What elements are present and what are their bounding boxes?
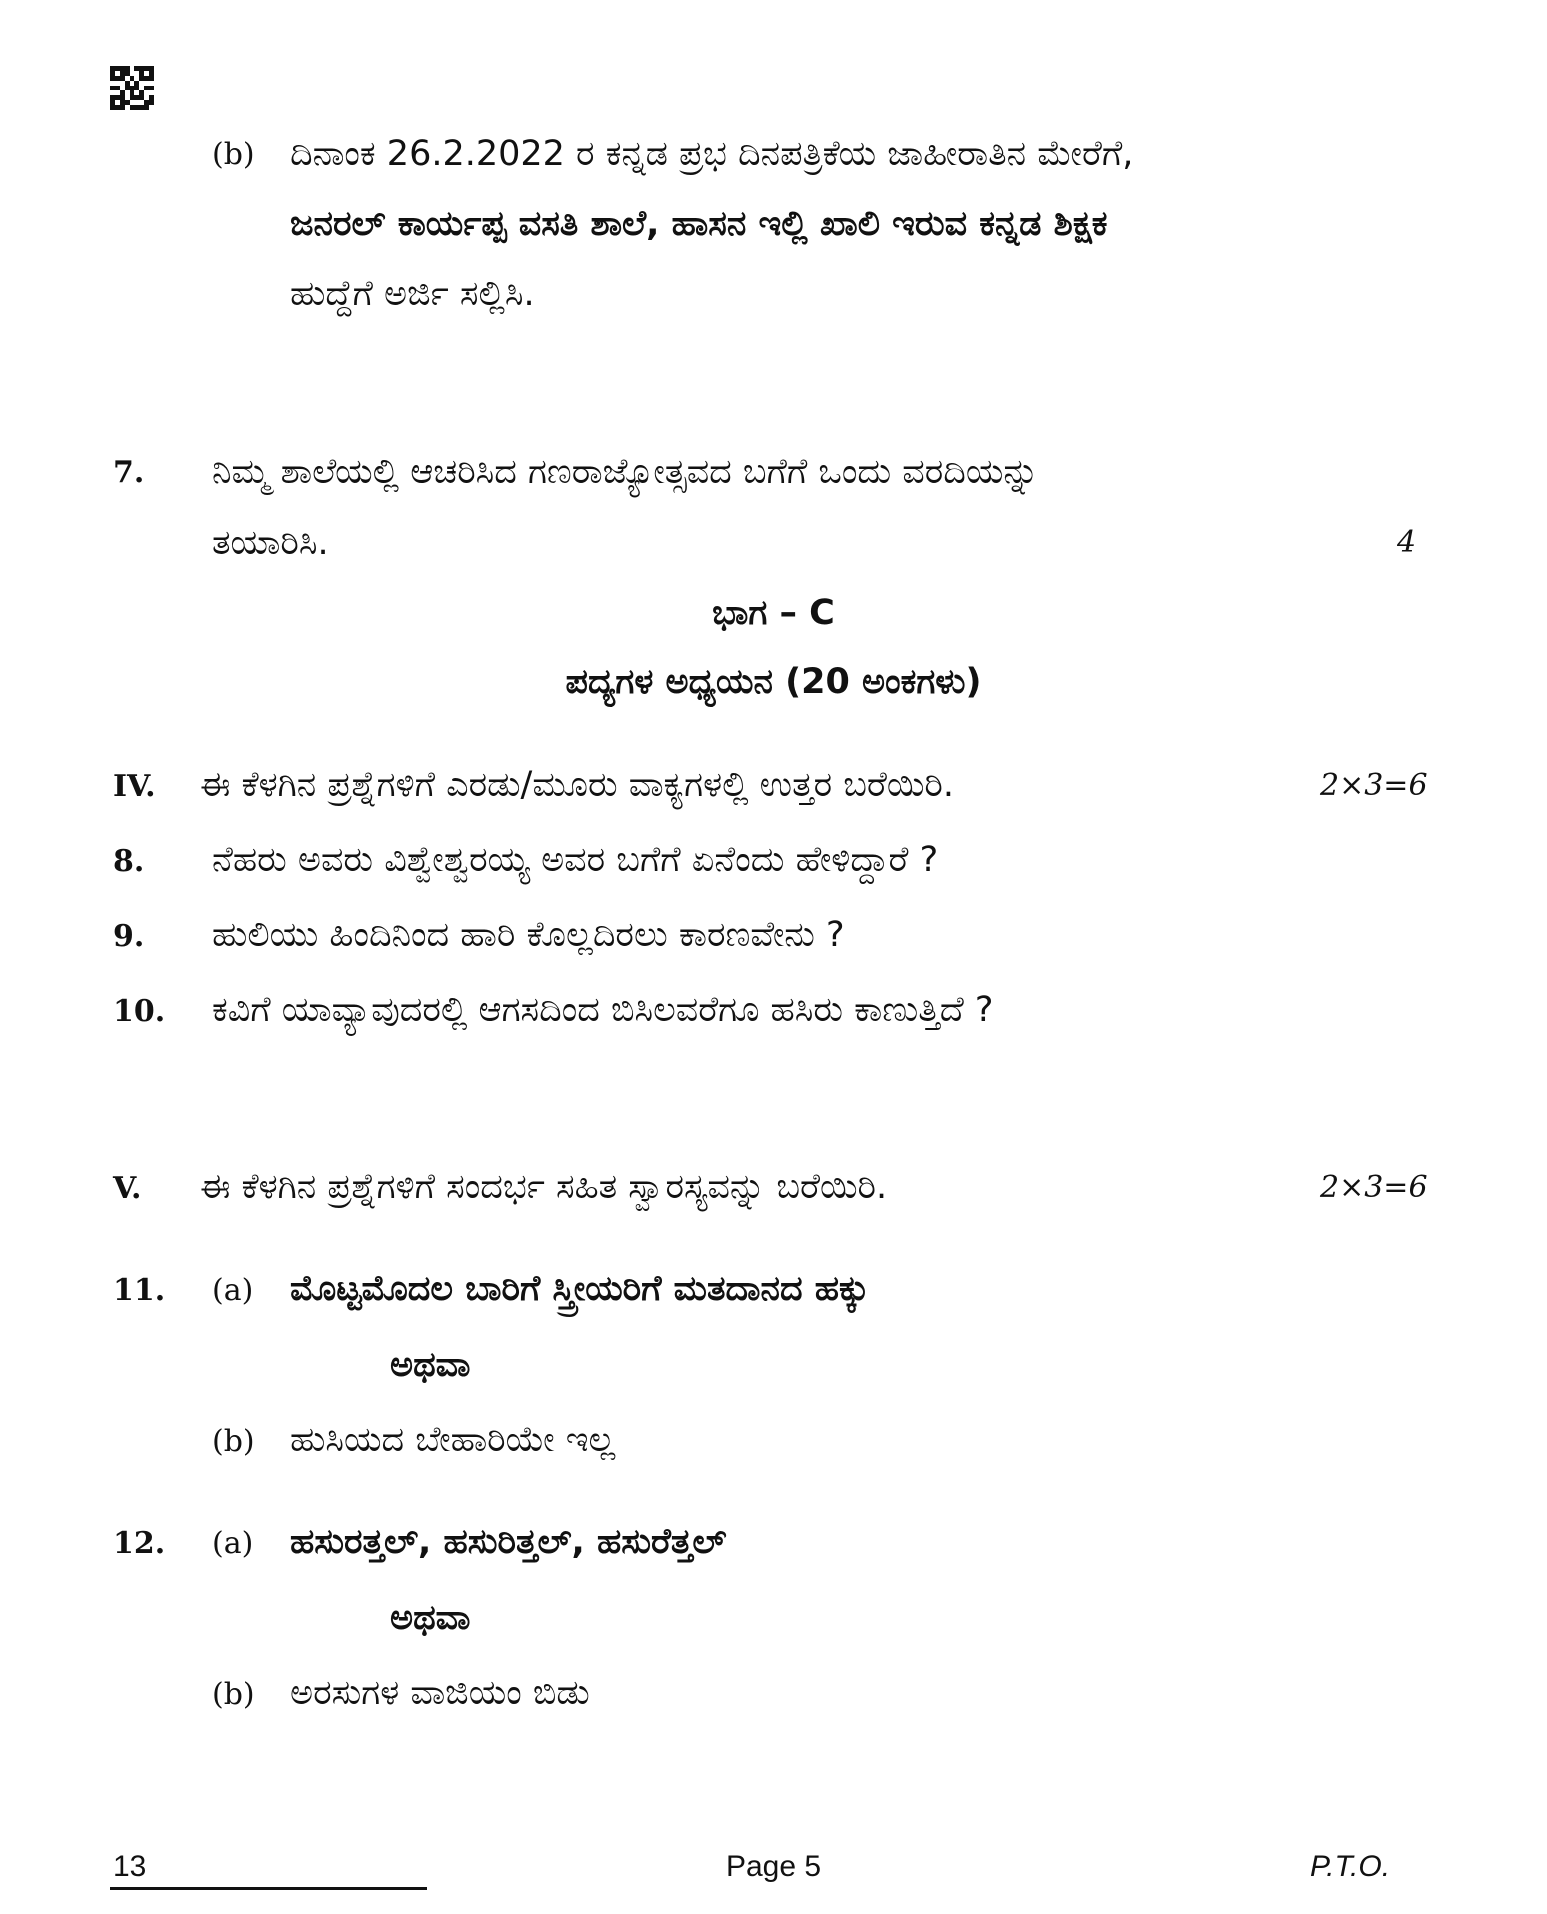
q11-a-text: ಮೊಟ್ಟಮೊದಲ ಬಾರಿಗೆ ಸ್ತ್ರೀಯರಿಗೆ ಮತದಾನದ ಹಕ್ಕು (290, 1269, 870, 1309)
q12-a-text: ಹಸುರತ್ತಲ್, ಹಸುರಿತ್ತಲ್, ಹಸುರೆತ್ತಲ್ (290, 1522, 727, 1562)
part-iv-marks: 2×3=6 (1320, 768, 1428, 803)
footer-pto: P.T.O. (1310, 1850, 1391, 1883)
part-iv-instruction: ಈ ಕೆಳಗಿನ ಪ್ರಶ್ನೆಗಳಿಗೆ ಎರಡು/ಮೂರು ವಾಕ್ಯಗಳಲ್ಲಿ ಉತ್ತರ ಬರೆಯಿರಿ. (200, 765, 955, 805)
q11-a-label: (a) (212, 1273, 254, 1308)
qr-code-icon (110, 66, 154, 110)
q6b-line1: ದಿನಾಂಕ 26.2.2022 ರ ಕನ್ನಡ ಪ್ರಭ ದಿನಪತ್ರಿಕೆಯ ಜಾಹೀರಾತಿನ ಮೇರೆಗೆ, (290, 134, 1134, 174)
q7-number: 7. (113, 455, 145, 490)
q7-line2: ತಯಾರಿಸಿ. (212, 523, 329, 563)
q12-or: ಅಥವಾ (390, 1598, 471, 1638)
footer-code: 13 (113, 1850, 147, 1883)
q12-b-label: (b) (212, 1677, 255, 1712)
q6b-line3: ಹುದ್ದೆಗೆ ಅರ್ಜಿ ಸಲ್ಲಿಸಿ. (290, 274, 535, 314)
q8-number: 8. (113, 844, 145, 879)
part-iv-number: IV. (113, 769, 156, 804)
part-v-marks: 2×3=6 (1320, 1170, 1428, 1205)
q11-b-label: (b) (212, 1424, 255, 1459)
q7-line1: ನಿಮ್ಮ ಶಾಲೆಯಲ್ಲಿ ಆಚರಿಸಿದ ಗಣರಾಜ್ಯೋತ್ಸವದ ಬಗೆಗೆ ಒಂದು ವರದಿಯನ್ನು (212, 452, 1039, 492)
footer-page-number: Page 5 (725, 1850, 822, 1883)
part-v-instruction: ಈ ಕೆಳಗಿನ ಪ್ರಶ್ನೆಗಳಿಗೆ ಸಂದರ್ಭ ಸಹಿತ ಸ್ವಾರಸ್ಯವನ್ನು ಬರೆಯಿರಿ. (200, 1167, 888, 1207)
q8-text: ನೆಹರು ಅವರು ವಿಶ್ವೇಶ್ವರಯ್ಯ ಅವರ ಬಗೆಗೆ ಏನೆಂದು ಹೇಳಿದ್ದಾರೆ ? (212, 840, 939, 880)
q12-b-text: ಅರಸುಗಳ ವಾಜಿಯಂ ಬಿಡು (290, 1673, 590, 1713)
q6b-label: (b) (212, 137, 255, 172)
q12-number: 12. (113, 1526, 166, 1561)
footer-rule (110, 1887, 427, 1890)
q6b-line2: ಜನರಲ್ ಕಾರ್ಯಪ್ಪ ವಸತಿ ಶಾಲೆ, ಹಾಸನ ಇಲ್ಲಿ ಖಾಲಿ ಇರುವ ಕನ್ನಡ ಶಿಕ್ಷಕ (290, 204, 1108, 244)
q10-number: 10. (113, 994, 166, 1029)
q9-text: ಹುಲಿಯು ಹಿಂದಿನಿಂದ ಹಾರಿ ಕೊಲ್ಲದಿರಲು ಕಾರಣವೇನು ? (212, 915, 845, 955)
q11-or: ಅಥವಾ (390, 1345, 471, 1385)
q12-a-label: (a) (212, 1526, 254, 1561)
q11-b-text: ಹುಸಿಯದ ಬೇಹಾರಿಯೇ ಇಲ್ಲ (290, 1420, 616, 1460)
q10-text: ಕವಿಗೆ ಯಾವ್ಯಾವುದರಲ್ಲಿ ಆಗಸದಿಂದ ಬಿಸಿಲವರೆಗೂ ಹಸಿರು ಕಾಣುತ್ತಿದೆ ? (212, 990, 994, 1030)
q11-number: 11. (113, 1273, 166, 1308)
section-title: ಭಾಗ – C (712, 593, 835, 633)
q9-number: 9. (113, 919, 145, 954)
section-subtitle: ಪದ್ಯಗಳ ಅಧ್ಯಯನ (20 ಅಂಕಗಳು) (565, 662, 982, 702)
part-v-number: V. (113, 1171, 142, 1206)
q7-marks: 4 (1397, 525, 1417, 560)
